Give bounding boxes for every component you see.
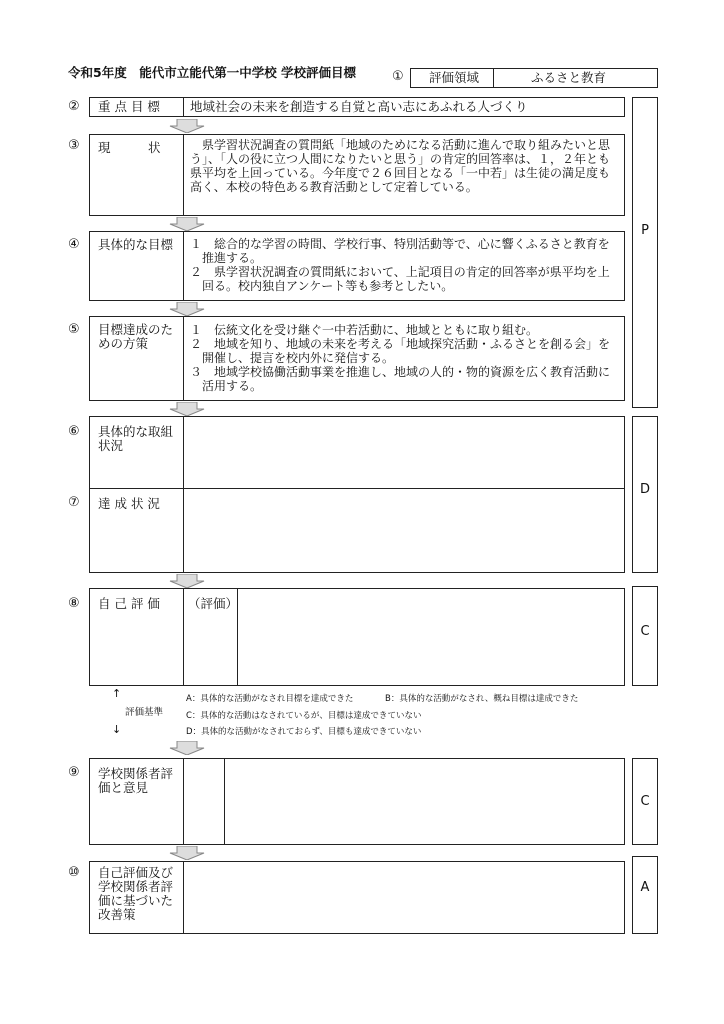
pdca-d-label: D — [639, 482, 650, 497]
criteria-a: A：具体的な活動がなされ目標を達成できた — [186, 694, 354, 704]
measures-list — [190, 323, 618, 393]
item-number-1: ① — [392, 69, 404, 84]
item-number-6: ⑥ — [68, 424, 80, 439]
specific-goals-label: 具体的な目標 — [98, 237, 174, 252]
measure-item: ２ 地域を知り、地域の未来を考える「地域探究活動・ふるさとを創る会」を開催し、提言を校内外に発信する。 — [190, 337, 611, 365]
pdca-a-box — [632, 856, 658, 934]
self-evaluation-label: 自 己 評 価 — [98, 596, 160, 611]
measure-item: ３ 地域学校協働活動事業を推進し、地域の人的・物的資源を広く教育活動に活用する。 — [190, 365, 611, 393]
criteria-b: B：具体的な活動がなされ、概ね目標は達成できた — [385, 694, 579, 704]
key-goal-text: 地域社会の未来を創造する自覚と高い志にあふれる人づくり — [190, 99, 528, 114]
flow-arrow-icon — [169, 119, 205, 133]
evaluation-area-label: 評価領域 — [429, 70, 480, 85]
section-key-goal — [89, 97, 625, 117]
current-status-text: 県学習状況調査の質問紙「地域のためになる活動に進んで取り組みたいと思う」、「人の役に立つ人間になりたいと思う」の肯定的回答率は、１，２年とも県平均を上回っている。今年度で２６回目となる「一中若」は生徒の満足度も高く、本校の特色ある教育活動として定着している。 — [190, 138, 611, 194]
section-self-evaluation — [89, 588, 625, 686]
measure-item: １ 伝統文化を受け継ぐ一中若活動に、地域とともに取り組む。 — [190, 323, 539, 337]
specific-goal-item: ２ 県学習状況調査の質問紙において、上記項目の肯定的回答率が県平均を上回る。校内独自アンケート等も参考としたい。 — [190, 265, 610, 293]
section-improvement-plan — [89, 861, 625, 934]
section-stakeholder-evaluation — [89, 758, 625, 845]
evaluation-area-box — [410, 68, 658, 88]
specific-goal-item: １ 総合的な学習の時間、学校行事、特別活動等で、心に響くふるさと教育を推進する。 — [190, 237, 610, 265]
specific-goals-list — [190, 237, 618, 293]
pdca-a-label: A — [640, 880, 650, 895]
achievement-label: 達 成 状 況 — [98, 496, 160, 511]
initiatives-label: 具体的な取組状況 — [98, 424, 174, 453]
pdca-c1-label: C — [640, 624, 650, 639]
flow-arrow-icon — [169, 846, 205, 860]
pdca-d-box — [632, 416, 658, 573]
flow-arrow-icon — [169, 402, 205, 416]
key-goal-label: 重 点 目 標 — [98, 99, 160, 114]
measures-label: 目標達成のための方策 — [98, 322, 174, 351]
item-number-8: ⑧ — [68, 596, 80, 611]
item-number-4: ④ — [68, 237, 80, 252]
criteria-down-arrow: ↓ — [112, 723, 122, 736]
item-number-9: ⑨ — [68, 765, 80, 780]
item-number-10: ⑩ — [68, 865, 80, 880]
criteria-d: D：具体的な活動がなされておらず、目標も達成できていない — [186, 727, 422, 737]
criteria-c: C：具体的な活動はなされているが、目標は達成できていない — [186, 711, 422, 721]
flow-arrow-icon — [169, 302, 205, 316]
pdca-c2-box — [632, 758, 658, 845]
pdca-c1-box — [632, 586, 658, 686]
stakeholder-evaluation-label: 学校関係者評価と意見 — [98, 766, 174, 795]
item-number-7: ⑦ — [68, 495, 80, 510]
section-current-status — [89, 134, 625, 216]
self-evaluation-grade-label: （評価） — [188, 596, 239, 611]
flow-arrow-icon — [169, 741, 205, 755]
flow-arrow-icon — [169, 574, 205, 588]
item-number-2: ② — [68, 99, 80, 114]
document-title: 令和5年度 能代市立能代第一中学校 学校評価目標 — [68, 65, 357, 80]
pdca-c2-label: C — [640, 794, 650, 809]
item-number-5: ⑤ — [68, 322, 80, 337]
criteria-up-arrow: ↑ — [112, 687, 122, 700]
section-specific-goals — [89, 231, 625, 301]
evaluation-area-value: ふるさと教育 — [531, 70, 607, 85]
pdca-p-label: P — [641, 223, 649, 238]
improvement-plan-label: 自己評価及び学校関係者評価に基づいた改善策 — [98, 865, 174, 922]
flow-arrow-icon — [169, 217, 205, 231]
criteria-label: 評価基準 — [125, 707, 164, 718]
item-number-3: ③ — [68, 138, 80, 153]
current-status-label: 現 状 — [98, 140, 161, 155]
section-measures — [89, 316, 625, 401]
pdca-p-box — [632, 97, 658, 408]
section-do — [89, 416, 625, 573]
